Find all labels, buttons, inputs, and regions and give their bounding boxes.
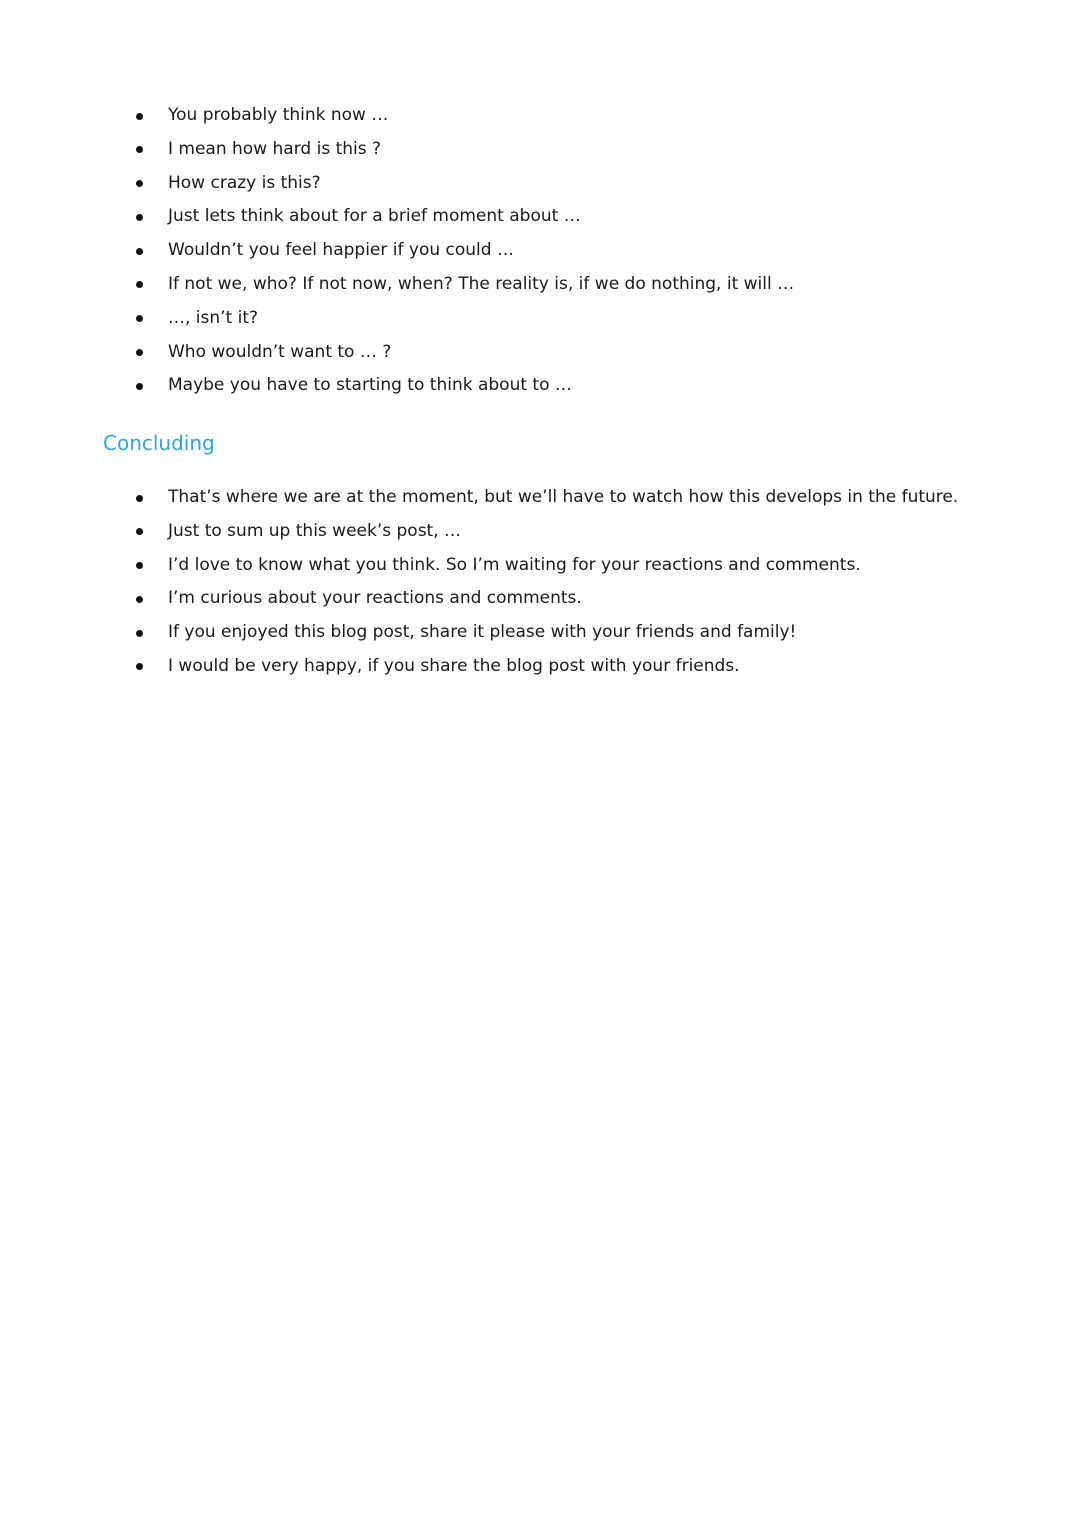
bullet-icon	[136, 630, 143, 637]
bullet-icon	[136, 528, 143, 535]
bullet-icon	[136, 663, 143, 670]
bullet-icon	[136, 495, 143, 502]
list-item-text: I mean how hard is this ?	[168, 138, 382, 159]
bullet-icon	[136, 146, 143, 153]
list-item-text: If you enjoyed this blog post, share it please with your friends and family!	[168, 622, 797, 643]
bullet-icon	[136, 281, 143, 288]
bullet-icon	[136, 383, 143, 390]
bullet-icon	[136, 349, 143, 356]
list-item-text: Who wouldn’t want to … ?	[168, 341, 392, 362]
bullet-icon	[136, 248, 143, 255]
list-item-text: Just to sum up this week’s post, …	[168, 520, 462, 541]
section-heading-concluding: Concluding	[103, 431, 215, 455]
bullet-icon	[136, 562, 143, 569]
bullet-icon	[136, 180, 143, 187]
list-item-text: Wouldn’t you feel happier if you could …	[168, 240, 514, 261]
bullet-icon	[136, 315, 143, 322]
list-item-text: …, isn’t it?	[168, 307, 259, 328]
list-item-text: That’s where we are at the moment, but we’ll have to watch how this develops in the future.	[168, 487, 959, 507]
list-item-text: Maybe you have to starting to think about to …	[168, 375, 572, 396]
list-item-text: If not we, who? If not now, when? The reality is, if we do nothing, it will …	[168, 273, 795, 294]
list-item-text: I’d love to know what you think. So I’m waiting for your reactions and comments.	[168, 554, 861, 575]
list-item-text: How crazy is this?	[168, 172, 321, 193]
list-item-text: I would be very happy, if you share the blog post with your friends.	[168, 655, 740, 676]
list-item-text: You probably think now …	[168, 105, 389, 125]
bullet-icon	[136, 596, 143, 603]
list-item-text: I’m curious about your reactions and comments.	[168, 588, 582, 609]
bullet-icon	[136, 214, 143, 221]
list-item-text: Just lets think about for a brief moment about …	[168, 206, 581, 227]
bullet-icon	[136, 113, 143, 120]
